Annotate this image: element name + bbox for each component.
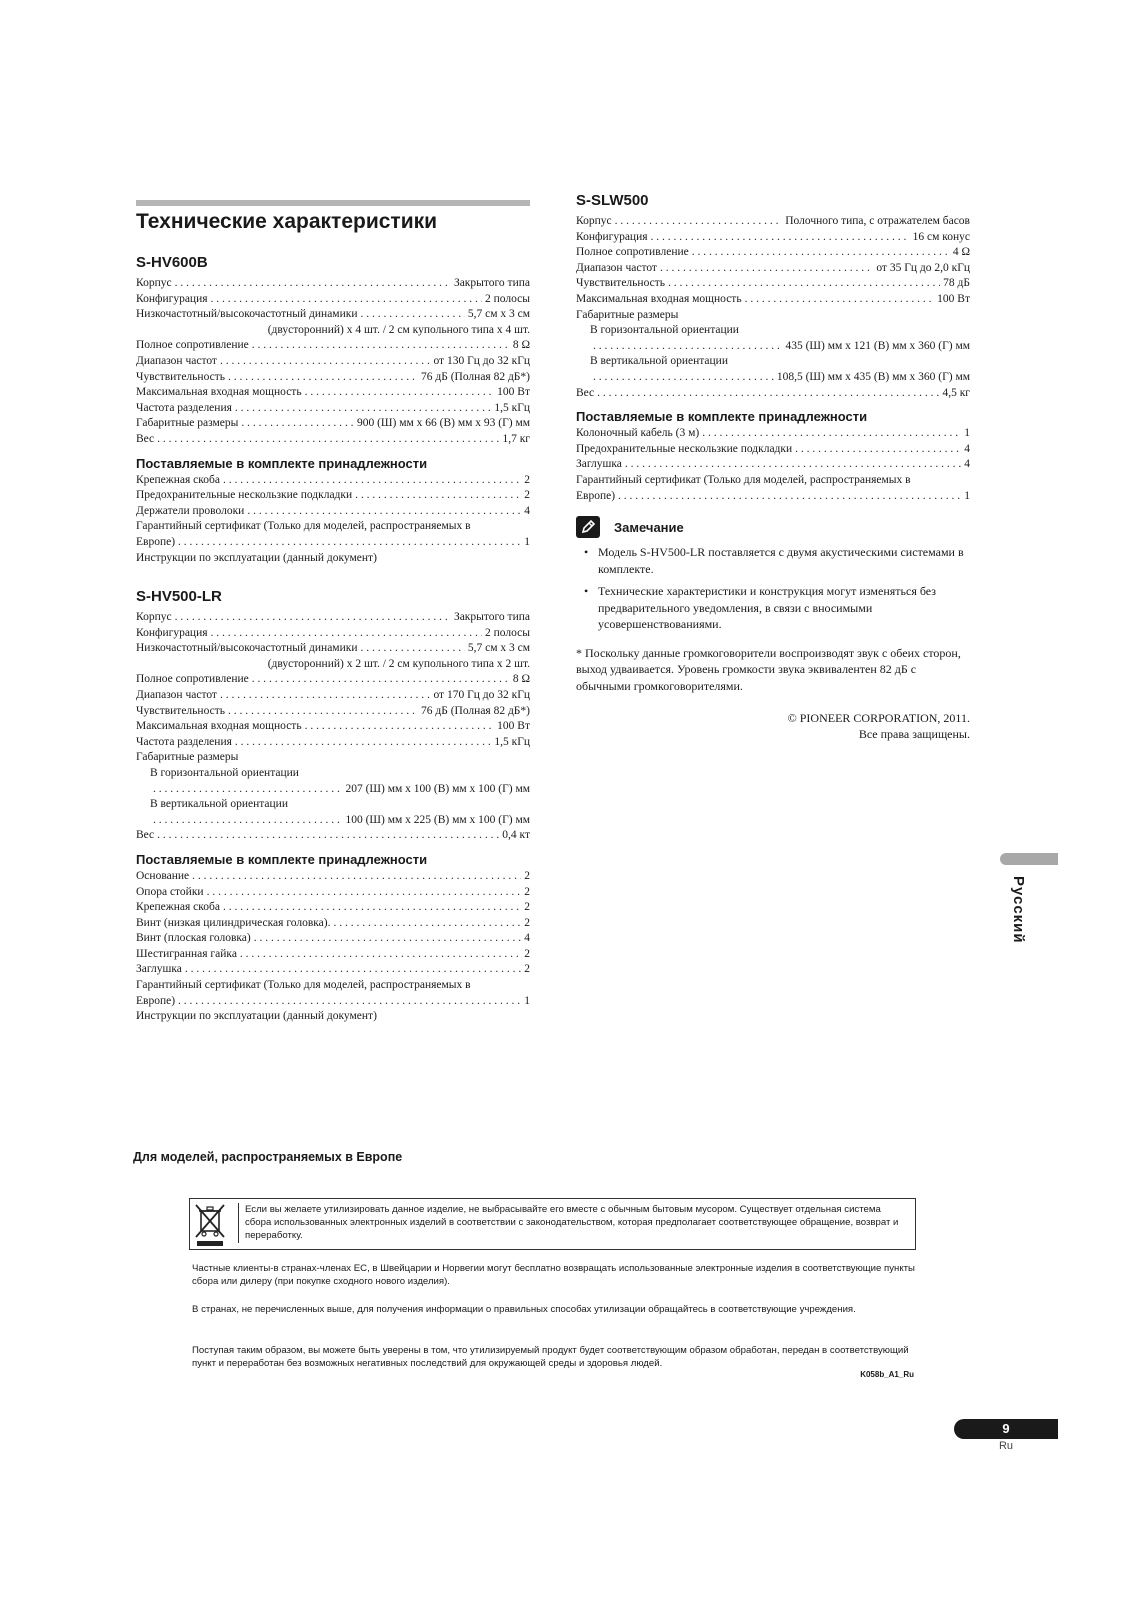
spec-row: Низкочастотный/высокочастотный динамики . . . 5,7 см x 3 см <box>136 641 530 657</box>
spec-row: Частота разделения . . . 1,5 кГц <box>136 401 530 417</box>
spec-row: Конфигурация . . . 16 см конус <box>576 230 970 246</box>
accessories-heading: Поставляемые в комплекте принадлежности <box>136 455 428 471</box>
accessory-row: Шестигранная гайка . . . 2 <box>136 947 530 963</box>
note-bullet: • Технические характеристики и конструкция могут изменяться без предварительного уведомления, в связи с вносимыми усовершенствованиями. <box>576 583 970 633</box>
spec-row: . . . 207 (Ш) мм x 100 (В) мм x 100 (Г) мм <box>136 782 530 798</box>
spec-row: Корпус . . . Закрытого типа <box>136 276 530 292</box>
page-language: Ru <box>998 1440 1014 1452</box>
spec-continuation: (двусторонний) x 2 шт. / 2 см купольного типа x 2 шт. <box>267 657 530 670</box>
accessory-row: Винт (низкая цилиндрическая головка). . . . 2 <box>136 916 530 932</box>
spec-list <box>136 610 530 844</box>
accessories-heading: Поставляемые в комплекте принадлежности <box>576 409 868 425</box>
page-title: Технические характеристики <box>136 210 438 233</box>
accessories-list <box>136 473 530 567</box>
eu-paragraph: Частные клиенты-в странах-членах ЕС, в Швейцарии и Норвегии могут бесплатно возвращать использованные электронные изделия в соответствующие пункты сбора или дилеру (при покупке сходного нового изделия). <box>192 1263 915 1288</box>
spec-row: Вес . . . 1,7 кг <box>136 432 530 448</box>
spec-row: Чувствительность . . . 76 дБ (Полная 82 дБ*) <box>136 370 530 386</box>
accessory-row: Основание . . . 2 <box>136 869 530 885</box>
eu-section-title: Для моделей, распространяемых в Европе <box>133 1150 403 1164</box>
accessory-row: Держатели проволоки . . . 4 <box>136 504 530 520</box>
note-header <box>576 516 970 538</box>
spec-row: Чувствительность . . . 78 дБ <box>576 276 970 292</box>
language-tab-bar <box>1000 853 1058 865</box>
spec-row: Максимальная входная мощность . . . 100 Вт <box>576 292 970 308</box>
model-heading: S-HV600B <box>136 254 208 271</box>
note-bullets <box>576 544 970 633</box>
model-heading: S-HV500-LR <box>136 588 222 605</box>
accessory-warranty: Гарантийный сертификат (Только для моделей, распространяемых в <box>136 979 471 992</box>
accessories-list <box>576 426 970 504</box>
eu-box-text: Если вы желаете утилизировать данное изделие, не выбрасывайте его вместе с обычным бытовым мусором. Существует отдельная система сбора использованных электронных изделий в соответствии с законодательством, которая предполагает соответствующее обращение, возврат и переработку. <box>238 1203 909 1243</box>
spec-row: Корпус . . . Закрытого типа <box>136 610 530 626</box>
accessories-heading: Поставляемые в комплекте принадлежности <box>136 851 428 867</box>
spec-row: Габаритные размеры . . . 900 (Ш) мм x 66 (В) мм x 93 (Г) мм <box>136 416 530 432</box>
hv500-section <box>136 588 530 1025</box>
accessory-warranty: Гарантийный сертификат (Только для моделей, распространяемых в <box>136 520 471 533</box>
section-top-bar <box>136 200 530 206</box>
accessory-warranty: Гарантийный сертификат (Только для моделей, распространяемых в <box>576 473 911 486</box>
spec-row: Диапазон частот . . . от 130 Гц до 32 кГц <box>136 354 530 370</box>
spec-continuation: (двусторонний) x 4 шт. / 2 см купольного типа x 4 шт. <box>267 323 530 336</box>
spec-row: Полное сопротивление . . . 8 Ω <box>136 338 530 354</box>
accessory-row: Европе) . . . 1 <box>136 994 530 1010</box>
accessory-row: Крепежная скоба . . . 2 <box>136 473 530 489</box>
slw500-section <box>576 192 970 742</box>
spec-list <box>576 214 970 401</box>
eu-paragraph: Поступая таким образом, вы можете быть уверены в том, что утилизируемый продукт будет соответствующим образом обработан, передан в соответствующий пункт и переработан без возможных негативных последствий для окружающей среды и здоровья людей. <box>192 1345 909 1370</box>
spec-list <box>136 276 530 448</box>
accessory-row: Колоночный кабель (3 м) . . . 1 <box>576 426 970 442</box>
spec-row: Максимальная входная мощность . . . 100 Вт <box>136 719 530 735</box>
page-number: 9 <box>954 1419 1058 1439</box>
crossed-bin-icon <box>190 1201 230 1247</box>
accessory-row: Опора стойки . . . 2 <box>136 885 530 901</box>
spec-row: Корпус . . . Полочного типа, с отражателем басов <box>576 214 970 230</box>
copyright <box>576 710 970 742</box>
document-code: K058b_A1_Ru <box>860 1370 914 1379</box>
orientation-label: В вертикальной ориентации <box>150 798 288 811</box>
eu-disposal-box <box>189 1198 916 1250</box>
accessory-row: Заглушка . . . 2 <box>136 962 530 978</box>
accessories-list <box>136 869 530 1025</box>
orientation-label: В горизонтальной ориентации <box>590 324 739 337</box>
spec-row: . . . 100 (Ш) мм x 225 (В) мм x 100 (Г) мм <box>136 813 530 829</box>
dims-label: Габаритные размеры <box>136 751 239 764</box>
spec-row: Вес . . . 0,4 кт <box>136 828 530 844</box>
spec-row: Максимальная входная мощность . . . 100 Вт <box>136 385 530 401</box>
accessory-row: Предохранительные нескользкие подкладки . . . 2 <box>136 488 530 504</box>
dims-label: Габаритные размеры <box>576 308 679 321</box>
footnote: * Поскольку данные громкоговорители воспроизводят звук с обеих сторон, выход удваивается. Уровень громкости звука эквивалентен 82 дБ с обычными громкоговорителями. <box>576 645 961 693</box>
accessory-row: Европе) . . . 1 <box>576 489 970 505</box>
copyright-line: Все права защищены. <box>858 727 970 742</box>
spec-row: Конфигурация . . . 2 полосы <box>136 626 530 642</box>
accessory-manual: Инструкции по эксплуатации (данный документ) <box>136 1010 377 1023</box>
spec-row: . . . 435 (Ш) мм x 121 (В) мм x 360 (Г) мм <box>576 339 970 355</box>
spec-row: Полное сопротивление . . . 8 Ω <box>136 672 530 688</box>
orientation-label: В горизонтальной ориентации <box>150 766 299 779</box>
copyright-line: © PIONEER CORPORATION, 2011. <box>787 711 970 726</box>
orientation-label: В вертикальной ориентации <box>590 355 728 368</box>
spec-row: Вес . . . 4,5 кг <box>576 386 970 402</box>
spec-row: Диапазон частот . . . от 35 Гц до 2,0 кГц <box>576 261 970 277</box>
spec-row: Частота разделения . . . 1,5 кГц <box>136 735 530 751</box>
spec-row: Диапазон частот . . . от 170 Гц до 32 кГц <box>136 688 530 704</box>
note-bullet: • Модель S-HV500-LR поставляется с двумя акустическими системами в комплекте. <box>576 544 970 577</box>
pencil-note-icon <box>576 516 600 538</box>
model-heading: S-SLW500 <box>576 192 649 209</box>
accessory-manual: Инструкции по эксплуатации (данный документ) <box>136 551 377 564</box>
accessory-row: Винт (плоская головка) . . . 4 <box>136 931 530 947</box>
spec-row: Конфигурация . . . 2 полосы <box>136 292 530 308</box>
accessory-row: Заглушка . . . 4 <box>576 457 970 473</box>
hv600b-section <box>136 254 530 566</box>
spec-row: Полное сопротивление . . . 4 Ω <box>576 245 970 261</box>
spec-row: Чувствительность . . . 76 дБ (Полная 82 дБ*) <box>136 704 530 720</box>
language-tab-label: Русский <box>1010 876 1027 944</box>
spec-row: . . . 108,5 (Ш) мм x 435 (В) мм x 360 (Г) мм <box>576 370 970 386</box>
eu-paragraph: В странах, не перечисленных выше, для получения информации о правильных способах утилизации обращайтесь в соответствующие учреждения. <box>192 1304 856 1315</box>
spec-row: Низкочастотный/высокочастотный динамики . . . 5,7 см x 3 см <box>136 307 530 323</box>
accessory-row: Европе) . . . 1 <box>136 535 530 551</box>
note-title: Замечание <box>614 519 684 535</box>
accessory-row: Предохранительные нескользкие подкладки . . . 4 <box>576 442 970 458</box>
accessory-row: Крепежная скоба . . . 2 <box>136 900 530 916</box>
